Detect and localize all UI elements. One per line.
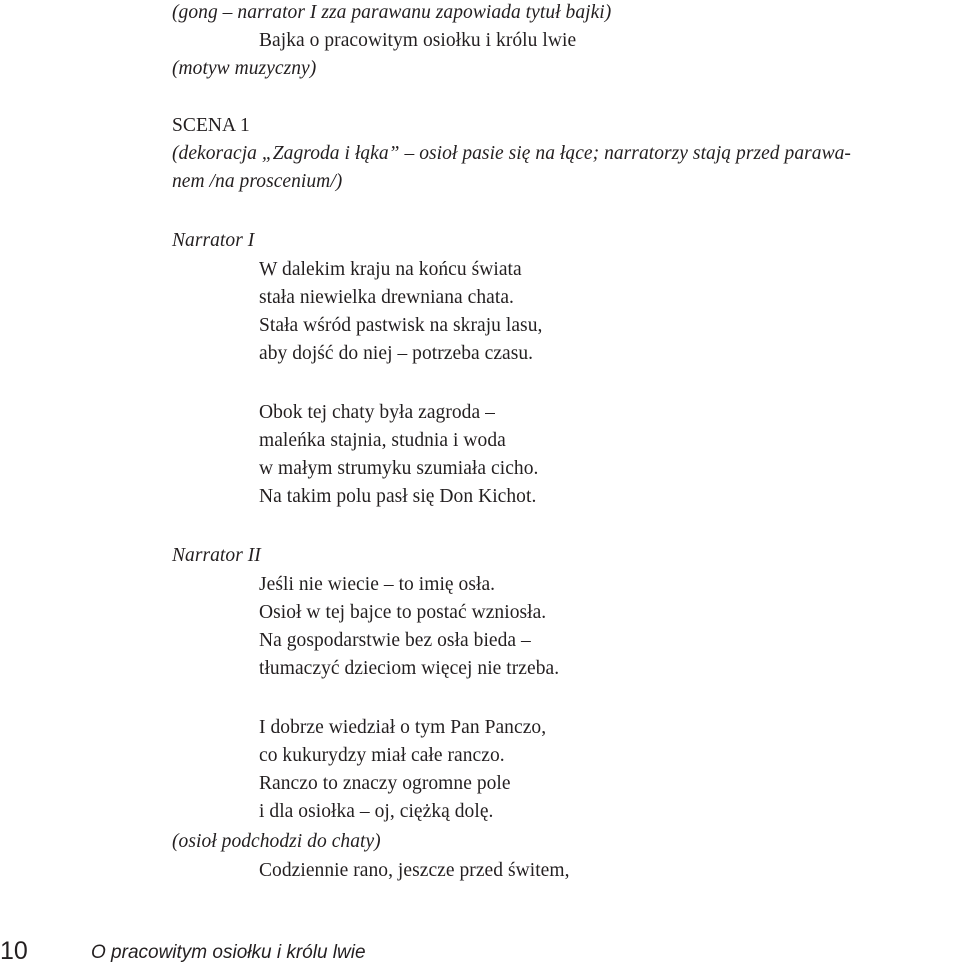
verse-line: w małym strumyku szumiała cicho. (259, 458, 539, 479)
verse-line: W dalekim kraju na końcu świata (259, 259, 522, 280)
scene-heading: SCENA 1 (172, 115, 250, 136)
verse-line: aby dojść do niej – potrzeba czasu. (259, 343, 534, 364)
verse-line: Codziennie rano, jeszcze przed świtem, (259, 860, 570, 881)
verse-line: Na gospodarstwie bez osła bieda – (259, 630, 531, 651)
verse-line: maleńka stajnia, studnia i woda (259, 430, 506, 451)
page-number: 10 (0, 937, 28, 965)
verse-line: Osioł w tej bajce to postać wzniosła. (259, 602, 547, 623)
fairy-tale-title: Bajka o pracowitym osiołku i królu lwie (259, 30, 577, 51)
scene-direction-line-2: nem /na proscenium/) (172, 171, 343, 192)
speaker-narrator-1: Narrator I (172, 230, 255, 251)
speaker-narrator-2: Narrator II (172, 545, 261, 566)
verse-line: I dobrze wiedział o tym Pan Panczo, (259, 717, 547, 738)
verse-line: tłumaczyć dzieciom więcej nie trzeba. (259, 658, 560, 679)
verse-line: i dla osiołka – oj, ciężką dolę. (259, 801, 494, 822)
running-footer-title: O pracowitym osiołku i królu lwie (91, 942, 366, 963)
donkey-stage-direction: (osioł podchodzi do chaty) (172, 831, 381, 852)
verse-line: Obok tej chaty była zagroda – (259, 402, 495, 423)
verse-line: stała niewielka drewniana chata. (259, 287, 514, 308)
verse-line: co kukurydzy miał całe ranczo. (259, 745, 505, 766)
music-stage-direction: (motyw muzyczny) (172, 58, 317, 79)
verse-line: Ranczo to znaczy ogromne pole (259, 773, 511, 794)
verse-line: Stała wśród pastwisk na skraju lasu, (259, 315, 543, 336)
verse-line: Na takim polu pasł się Don Kichot. (259, 486, 537, 507)
verse-line: Jeśli nie wiecie – to imię osła. (259, 574, 496, 595)
intro-stage-direction: (gong – narrator I zza parawanu zapowiada tytuł bajki) (172, 2, 612, 23)
scene-direction-line-1: (dekoracja „Zagroda i łąka” – osioł pasie się na łące; narratorzy stają przed parawa- (172, 143, 851, 164)
